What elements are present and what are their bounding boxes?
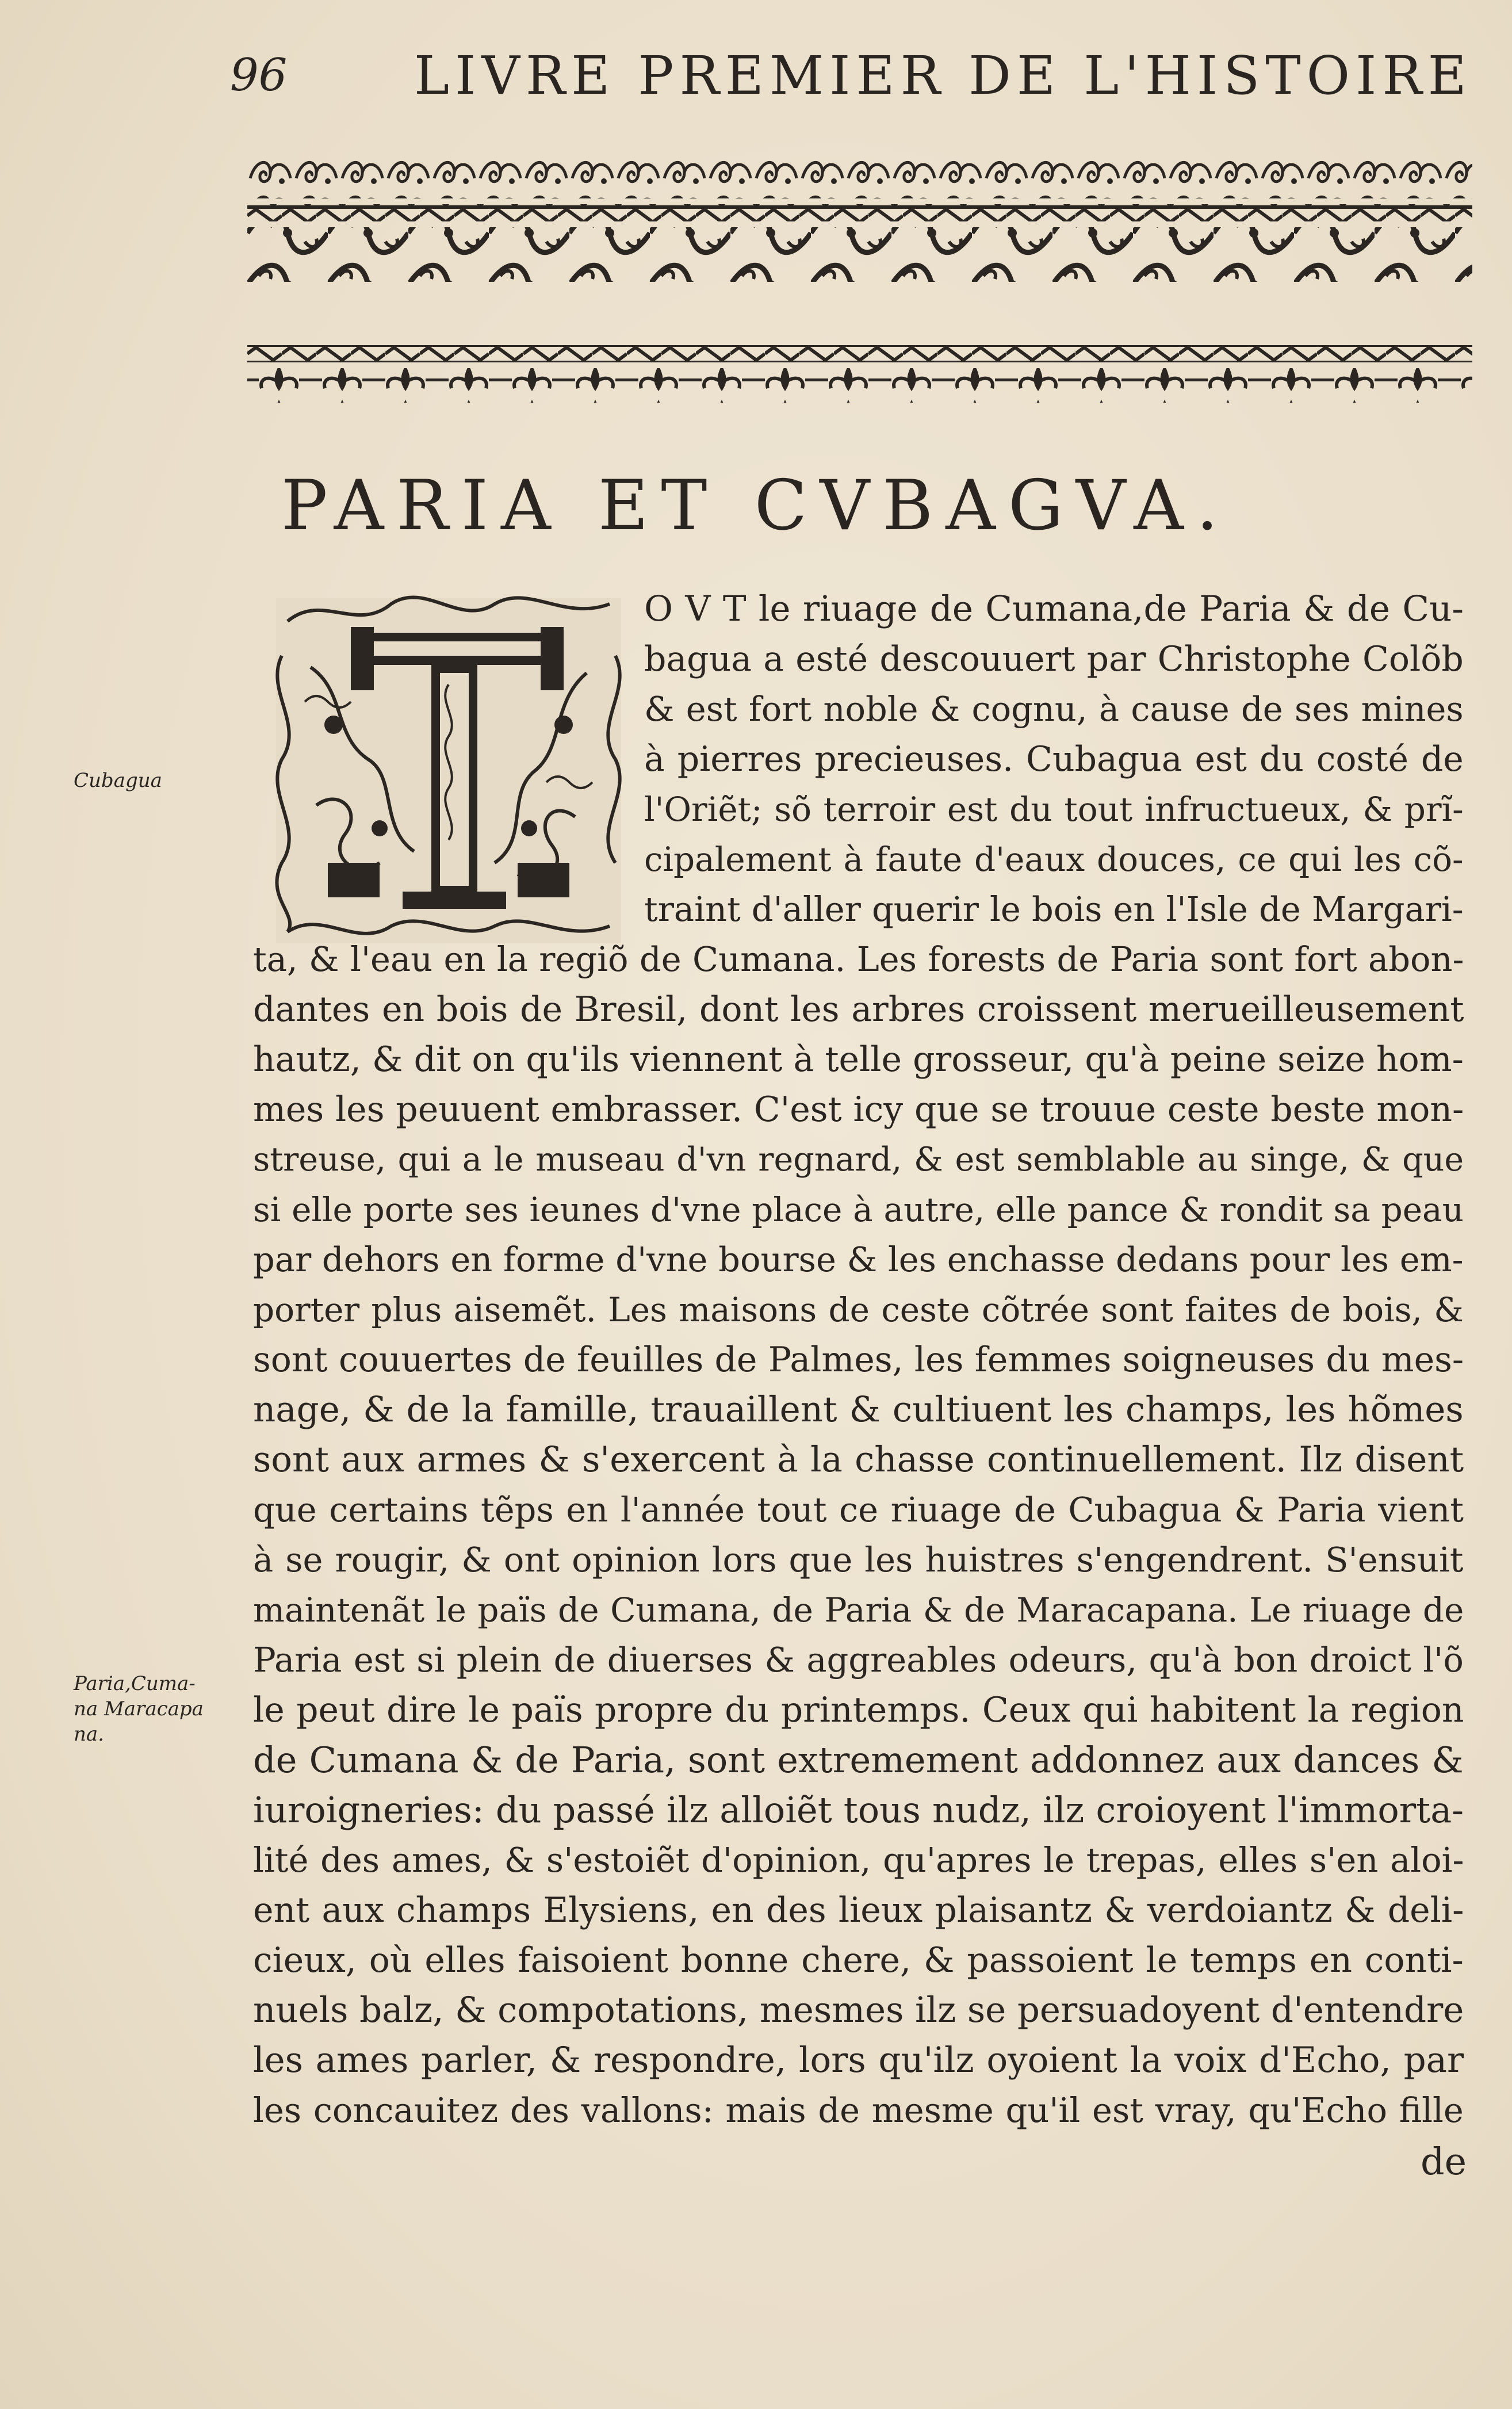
body-line: nuels balz, & compotations, mesmes ilz se persuadoyent d'entendre [253, 1990, 1464, 2031]
body-line: ta, & l'eau en la regiõ de Cumana. Les forests de Paria sont fort abon- [253, 939, 1464, 979]
body-line: si elle porte ses ieunes d'vne place à autre, elle pance & rondit sa peau [253, 1190, 1464, 1229]
body-line: que certains tẽps en l'année tout ce riuage de Cubagua & Paria vient [253, 1490, 1464, 1529]
body-line: les ames parler, & respondre, lors qu'ilz oyoient la voix d'Echo, par [253, 2040, 1464, 2081]
body-line: maintenãt le païs de Cumana, de Paria & de Maracapana. Le riuage de [253, 1590, 1464, 1630]
body-line: cipalement à faute d'eaux douces, ce qui les cõ- [644, 840, 1464, 879]
body-line: à pierres precieuses. Cubagua est du costé de [644, 739, 1464, 779]
margin-note-cubagua: Cubagua [74, 769, 162, 792]
body-line: Paria est si plein de diuerses & aggreables odeurs, qu'à bon droict l'õ [253, 1640, 1464, 1680]
body-line: l'Oriẽt; sõ terroir est du tout infructueux, & prĩ- [644, 790, 1464, 829]
body-line: cieux, où elles faisoient bonne chere, & passoient le temps en conti- [253, 1940, 1464, 1980]
margin-note-line: Paria,Cuma- [74, 1672, 196, 1695]
body-line: bagua a esté descouuert par Christophe Colõb [644, 639, 1464, 679]
body-line: à se rougir, & ont opinion lors que les huistres s'engendrent. S'ensuit [253, 1540, 1464, 1580]
body-line: traint d'aller querir le bois en l'Isle de Margari- [644, 889, 1464, 929]
body-line: porter plus aisemẽt. Les maisons de ceste cõtrée sont faites de bois, & [253, 1290, 1464, 1329]
body-line: & est fort noble & cognu, à cause de ses mines [644, 689, 1464, 729]
body-line: mes les peuuent embrasser. C'est icy que se trouue ceste beste mon- [253, 1089, 1464, 1130]
body-line: nage, & de la famille, trauaillent & cultiuent les champs, les hõmes [253, 1389, 1464, 1430]
margin-note-line: na Maracapa [74, 1697, 204, 1720]
body-line: lité des ames, & s'estoiẽt d'opinion, qu'apres le trepas, elles s'en aloi- [253, 1840, 1464, 1880]
body-line: dantes en bois de Bresil, dont les arbres croissent merueilleusement [253, 989, 1464, 1030]
body-line: de Cumana & de Paria, sont extremement addonnez aux dances & [253, 1739, 1464, 1781]
body-line: par dehors en forme d'vne bourse & les enchasse dedans pour les em- [253, 1240, 1464, 1279]
body-line: ent aux champs Elysiens, en des lieux plaisantz & verdoiantz & deli- [253, 1890, 1464, 1930]
body-line: streuse, qui a le museau d'vn regnard, & est semblable au singe, & que [253, 1141, 1464, 1179]
body-line: sont aux armes & s'exercent à la chasse continuellement. Ilz disent [253, 1439, 1464, 1480]
body-line: O V T le riuage de Cumana,de Paria & de Cu- [644, 588, 1464, 629]
body-line: sont couuertes de feuilles de Palmes, les femmes soigneuses du mes- [253, 1340, 1464, 1380]
margin-note-line: na. [74, 1723, 104, 1746]
page-number: 96 [230, 49, 288, 101]
body-line: iuroigneries: du passé ilz alloiẽt tous nudz, ilz croioyent l'immorta- [253, 1789, 1464, 1831]
body-line: les concauitez des vallons: mais de mesme qu'il est vray, qu'Echo fille [253, 2090, 1464, 2130]
chapter-title: PARIA ET CVBAGVA. [281, 466, 1231, 546]
running-title: LIVRE PREMIER DE L'HISTOIRE [414, 45, 1472, 106]
catchword: de [1421, 2140, 1467, 2184]
body-line: hautz, & dit on qu'ils viennent à telle grosseur, qu'à peine seize hom- [253, 1039, 1464, 1080]
body-line: le peut dire le païs propre du printemps. Ceux qui habitent la region [253, 1690, 1464, 1730]
